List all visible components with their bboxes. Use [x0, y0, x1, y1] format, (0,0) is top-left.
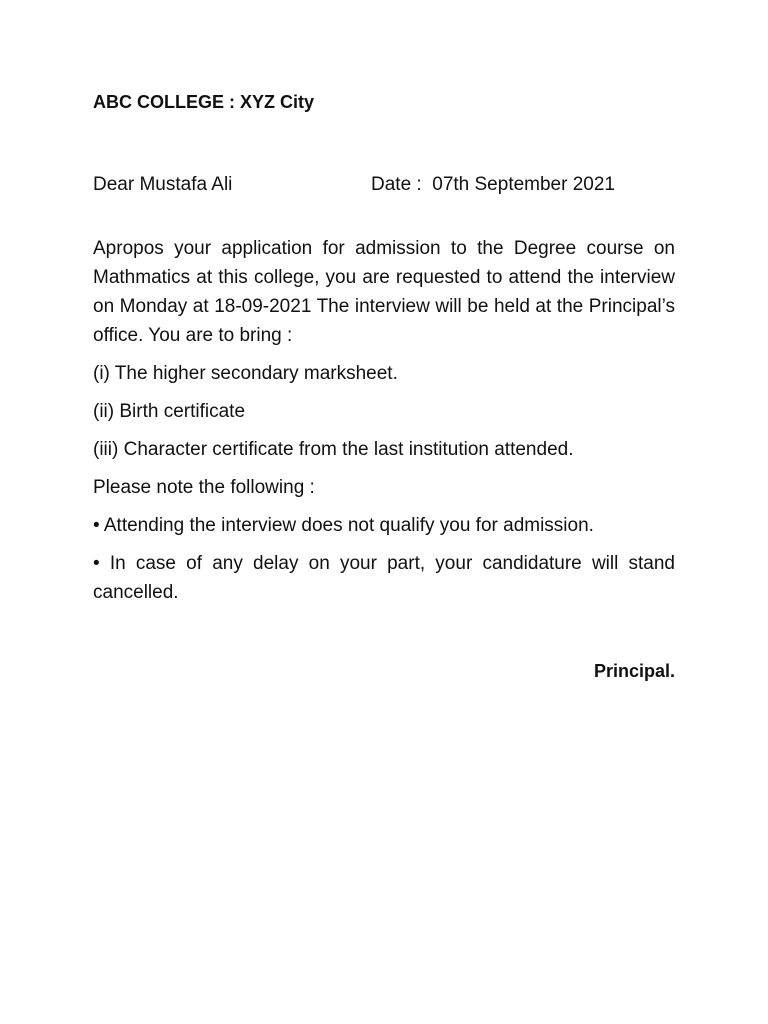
letter-content — [93, 88, 675, 686]
note-heading: Please note the following : — [93, 477, 315, 498]
required-item-birth-certificate: (ii) Birth certificate — [93, 401, 246, 422]
letter-date: Date : 07th September 2021 — [371, 174, 615, 195]
note-item-delay-cancellation: • In case of any delay on your part, your candidature will stand cancelled. — [93, 553, 675, 603]
salutation-date-row — [93, 170, 675, 199]
salutation: Dear Mustafa Ali — [93, 174, 233, 195]
signature: Principal. — [593, 661, 675, 681]
college-heading: ABC COLLEGE : XYZ City — [93, 92, 315, 112]
required-item-higher-secondary-marksheet: (i) The higher secondary marksheet. — [93, 363, 398, 384]
body-paragraph: Apropos your application for admission to the Degree course on Mathmatics at this college, you are requested to attend the interview on Monday at 18-09-2021 The interview will be held at the Principal’s office. You are to bring : — [93, 238, 675, 346]
required-item-character-certificate: (iii) Character certificate from the last institution attended. — [93, 439, 574, 460]
note-item-admission: • Attending the interview does not qualify you for admission. — [93, 515, 594, 536]
